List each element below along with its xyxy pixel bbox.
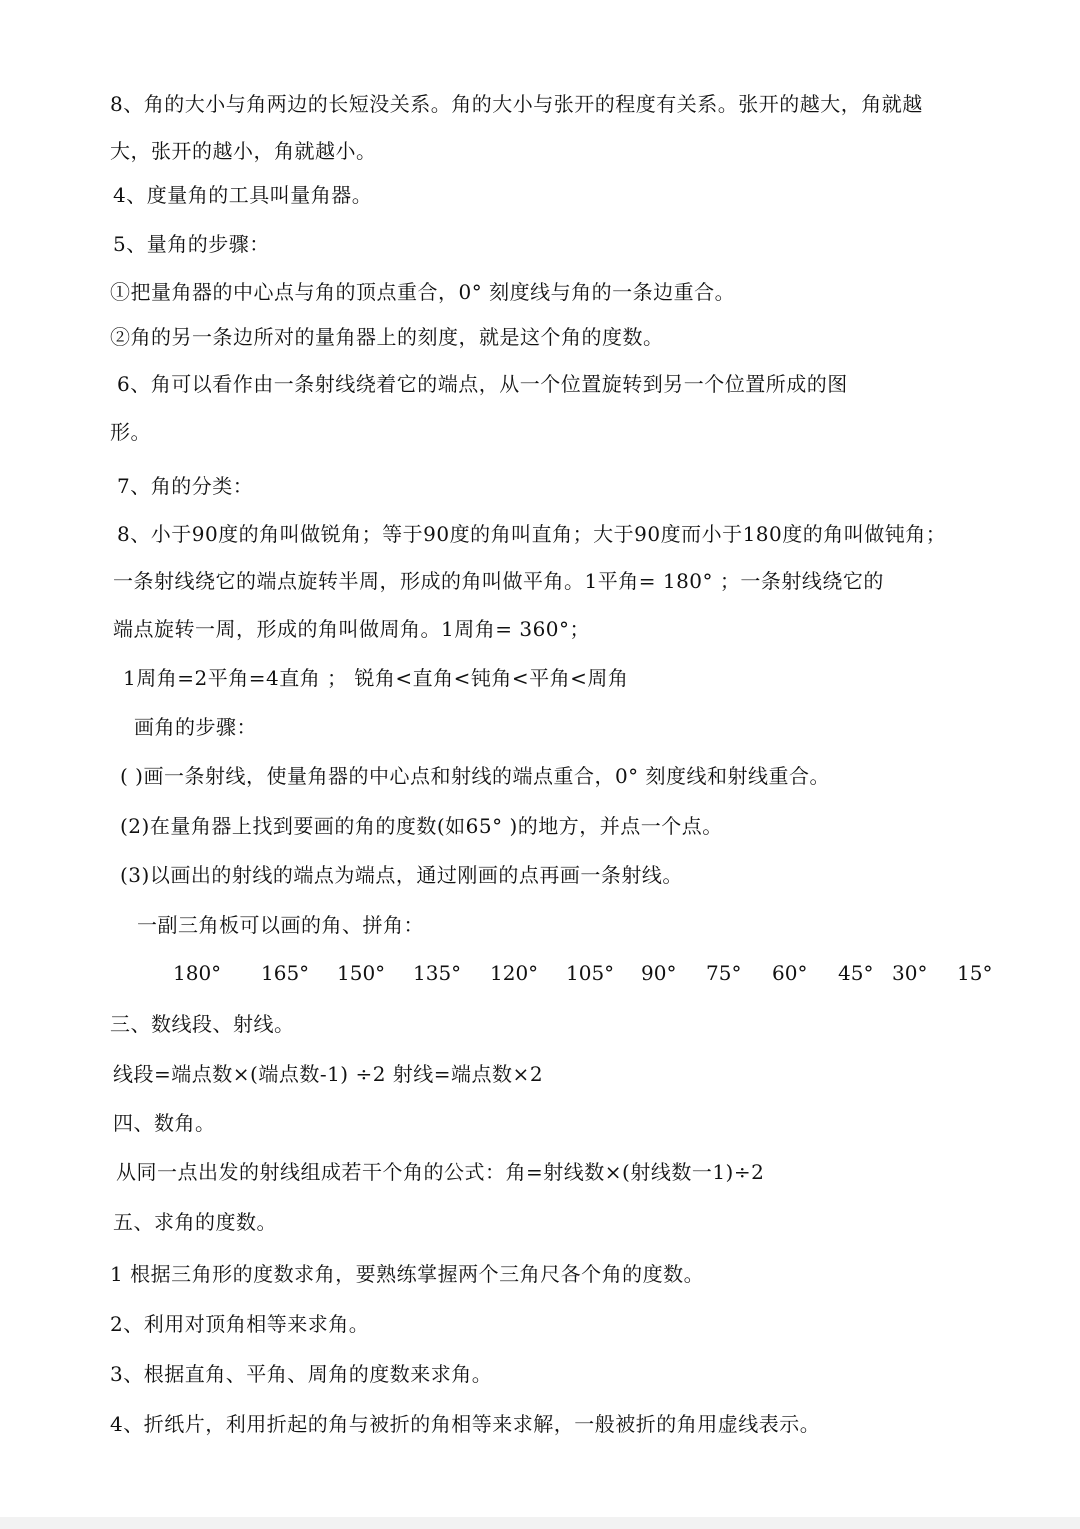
text-line: 形。 bbox=[110, 420, 151, 444]
section-heading: 五、求角的度数。 bbox=[113, 1210, 277, 1234]
degree-value: 180° bbox=[173, 961, 222, 985]
text-line: 一副三角板可以画的角、拼角： bbox=[137, 913, 424, 937]
text-line: 画角的步骤： bbox=[134, 715, 257, 739]
text-line: 8、小于90度的角叫做锐角；等于90度的角叫直角；大于90度而小于180度的角叫做钝角； bbox=[117, 522, 947, 546]
page-bottom-edge bbox=[0, 1517, 1080, 1529]
degree-value: 60° bbox=[772, 961, 808, 985]
degree-value: 165° bbox=[261, 961, 310, 985]
text-line: 5、量角的步骤： bbox=[113, 232, 270, 256]
degree-value: 75° bbox=[706, 961, 742, 985]
text-line: 1周角=2平角=4直角 ； 锐角<直角<钝角<平角<周角 bbox=[123, 666, 629, 690]
text-line: (2)在量角器上找到要画的角的度数(如65° )的地方，并点一个点。 bbox=[120, 814, 723, 838]
degree-value: 150° bbox=[337, 961, 386, 985]
text-line: ②角的另一条边所对的量角器上的刻度，就是这个角的度数。 bbox=[110, 325, 664, 349]
degree-value: 30° bbox=[892, 961, 928, 985]
degree-value: 135° bbox=[413, 961, 462, 985]
text-line: ( )画一条射线，使量角器的中心点和射线的端点重合，0° 刻度线和射线重合。 bbox=[120, 764, 831, 788]
text-line: 1 根据三角形的度数求角，要熟练掌握两个三角尺各个角的度数。 bbox=[110, 1262, 705, 1286]
degree-value: 90° bbox=[641, 961, 677, 985]
section-heading: 三、数线段、射线。 bbox=[110, 1012, 295, 1036]
degree-value: 120° bbox=[490, 961, 539, 985]
text-line: 4、度量角的工具叫量角器。 bbox=[113, 183, 373, 207]
text-line: 一条射线绕它的端点旋转半周，形成的角叫做平角。1平角= 180° ；一条射线绕它的 bbox=[113, 569, 884, 593]
text-line: 4、折纸片，利用折起的角与被折的角相等来求解，一般被折的角用虚线表示。 bbox=[110, 1412, 821, 1436]
text-line: ①把量角器的中心点与角的顶点重合，0° 刻度线与角的一条边重合。 bbox=[110, 280, 736, 304]
text-line: 3、根据直角、平角、周角的度数来求角。 bbox=[110, 1362, 493, 1386]
text-line: 8、角的大小与角两边的长短没关系。角的大小与张开的程度有关系。张开的越大，角就越 bbox=[110, 92, 923, 116]
text-line: 7、角的分类： bbox=[117, 474, 254, 498]
section-heading: 四、数角。 bbox=[113, 1111, 216, 1135]
text-line: (3)以画出的射线的端点为端点，通过刚画的点再画一条射线。 bbox=[120, 863, 683, 887]
text-line: 2、利用对顶角相等来求角。 bbox=[110, 1312, 370, 1336]
degree-value: 45° bbox=[838, 961, 874, 985]
formula-line: 从同一点出发的射线组成若干个角的公式：角=射线数×(射线数一1)÷2 bbox=[116, 1160, 765, 1184]
text-line: 端点旋转一周，形成的角叫做周角。1周角= 360°； bbox=[113, 617, 591, 641]
formula-line: 线段=端点数×(端点数-1) ÷2 射线=端点数×2 bbox=[113, 1062, 544, 1086]
text-line: 大，张开的越小，角就越小。 bbox=[110, 139, 377, 163]
degree-value: 15° bbox=[957, 961, 993, 985]
degree-value: 105° bbox=[566, 961, 615, 985]
text-line: 6、角可以看作由一条射线绕着它的端点，从一个位置旋转到另一个位置所成的图 bbox=[117, 372, 848, 396]
